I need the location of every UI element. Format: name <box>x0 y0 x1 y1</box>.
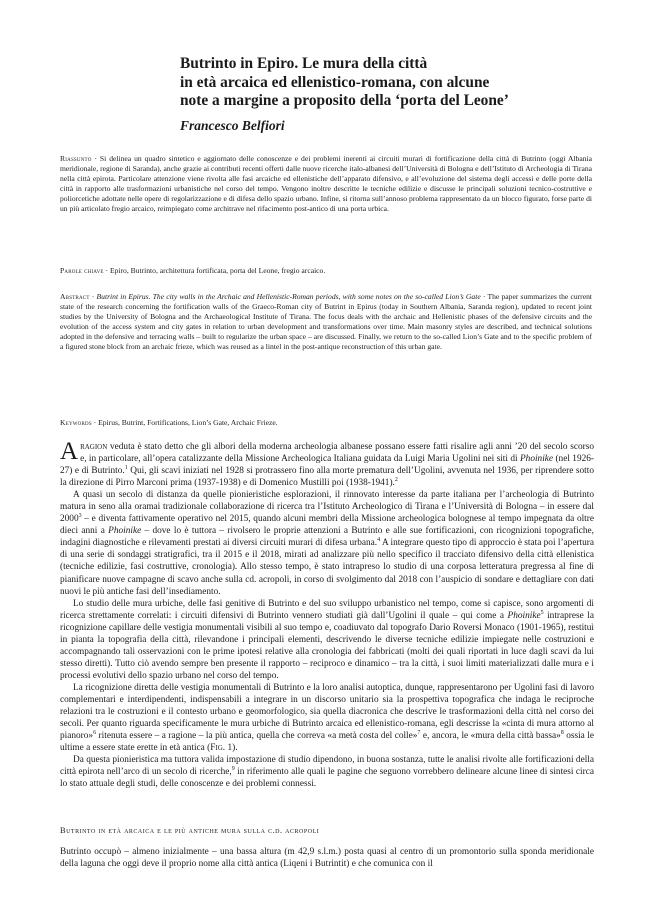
author-name: Francesco Belfiori <box>180 118 285 133</box>
footnote-ref[interactable]: 7 <box>417 730 421 737</box>
body-paragraph-2: A quasi un secolo di distanza da quelle pionieristiche esplorazioni, il rinnovato interesse da parte italiana per l’archeologia di Butrinto matura in seno alla oramai tradizionale collaborazione di ricerca tra l’Istituto Archeologico di Tirana e l’Università di Bologna – in essere dal 2000$^3$ – e diventa fattivamente operativo nel 2015, quando alcuni membri della Missione archeologica bolognese al tempo impegnata da oltre dieci anni a Phoinike – dove lo è tuttora – rivolsero le proprie attenzioni a Butrinto e alle sue fortificazioni, con ricognizioni topografiche, indagini diagnostiche e rilevamenti prestati ai diversi circuiti murari di difesa urbana.$^4$ A integrare questo tipo di approccio è stata poi l’apertura di una serie di sondaggi stratigrafici, tra il 2015 e il 2018, mirati ad analizzare più nello specifico il tracciato difensivo della città ellenistica (tecniche edilizie, fasi costruttive, cronologia). Allo stesso tempo, è stato intrapreso lo studio di una corposa letteratura pregressa al fine di pianificare nuove campagne di scavo anche sulla cd. acropoli, in corso di svolgimento dal 2018 con l’auspicio di sondare e dettagliare con dati nuovi le più antiche fasi dell’insediamento. <box>60 490 594 597</box>
figure-reference[interactable]: Fig. 1 <box>210 743 233 754</box>
title-line-1: Butrinto in Epiro. Le mura della città <box>180 55 428 72</box>
footnote-ref[interactable]: 2 <box>394 477 398 484</box>
abstract-label: Abstract <box>60 292 90 301</box>
article-body <box>60 438 595 790</box>
footnote-ref[interactable]: 1 <box>124 465 128 471</box>
parole-chiave-label: Parole chiave <box>60 266 104 275</box>
keywords-text: · Epirus, Butrint, Fortifications, Lion’s Gate, Archaic Frieze. <box>91 418 278 427</box>
keywords-block <box>60 418 592 428</box>
footnote-ref[interactable]: 4 <box>377 537 381 544</box>
riassunto-text: · Si delinea un quadro sintetico e aggiornato delle conoscenze e dei problemi inerenti ai circuiti murari di fortificazione della città di Butrinto (oggi Albania meridionale, regione di Saranda), anche grazie ai contributi recenti offerti dalle nuove ricerche italo-albanesi dell’Università di Bologna e dell’Istituto di Archeologia di Tirana nella città epirota. Particolare attenzione viene rivolta alle fasi arcaiche ed ellenistiche dell’apparato difensivo, e all’evoluzione del sistema degli accessi e delle porte della città in rapporto alle trasformazioni urbanistiche nel corso del tempo. Vengono inoltre descritte le tecniche edilizie e discusse le principali soluzioni tecnico-costruttive e poliorcetiche adottate nelle opere di regolarizzazione e di difesa dello spazio urbano. Infine, si ritorna sull’annoso problema rappresentato da un blocco figurato, forse parte di un più articolato fregio arcaico, reimpiegato come architrave nel rifacimento post-antico di una porta urbica. <box>60 154 592 214</box>
body-paragraph-1: A ragion veduta è stato detto che gli albori della moderna archeologia albanese possano essere fatti risalire agli anni ’20 del secolo scorso e, in particolare, all’opera catalizzante della Missione Archeologica Italiana guidata da Luigi Maria Ugolini nei siti di Phoinike (nel 1926-27) e di Butrinto.$^1$ Qui, gli scavi iniziati nel 1928 si protrassero fino alla morte prematura dell’Ugolini, avvenuta nel 1936, per riprendere sotto la direzione di Pirro Marconi prima (1937-1938) e di Domenico Mustilli poi (1938-1941).$^2$ <box>60 438 594 489</box>
article-title <box>180 55 620 111</box>
body-paragraph-5: Da questa pionieristica ma tuttora valida impostazione di studio dipendono, in buona sostanza, tutte le analisi rivolte alle fortificazioni della città epirota nell’arco di un secolo di ricerche,$^9$ in riferimento alle quali le pagine che seguono vorrebbero delineare alcune linee di sintesi circa lo stato attuale degli studi, delle conoscenze e dei problemi connessi. <box>60 755 594 790</box>
riassunto-block <box>60 154 592 214</box>
section-body <box>60 846 594 870</box>
parole-chiave-text: · Epiro, Butrinto, architettura fortificata, porta del Leone, fregio arcaico. <box>103 266 326 275</box>
body-paragraph-3: Lo studio delle mura urbiche, delle fasi genitive di Butrinto e del suo sviluppo urbanistico nel tempo, come si capisce, sono argomenti di ricerca strettamente correlati: i circuiti difensivi di Butrinto vennero studiati già dall’Ugolini il quale – qui come a Phoinike$^5$ intraprese la ricognizione capillare delle vestigia monumentali visibili al suo tempo e, coadiuvato dal topografo Dario Roversi Monaco (1901-1965), restituì in pianta la topografia della città, rilevandone i principali elementi, descrivendo le diverse tecniche edilizie impiegate nelle costruzioni e accompagnando tali osservazioni con le prime ipotesi relative alla cronologia dei fabbricati (molti dei quali riportati in luce dagli scavi da lui stesso diretti). Tutto ciò avendo sempre ben presente il rapporto – reciproco e dinamico – tra la città, i suoi limiti materializzati dalle mura e i processi evolutivi dello spazio urbano nel corso del tempo. <box>60 598 594 681</box>
abstract-title: Butrint in Epirus. The city walls in the Archaic and Hellenistic-Roman periods, with some notes on the so-called Lion’s Gate <box>96 292 481 301</box>
section-heading: Butrinto in età arcaica e le più antiche mura sulla c.d. acropoli <box>60 826 320 835</box>
footnote-ref[interactable]: 9 <box>231 766 235 773</box>
body-paragraph-4: La ricognizione diretta delle vestigia monumentali di Butrinto e la loro analisi autoptica, dunque, rappresentarono per Ugolini fasi di lavoro complementari e interdipendenti, indispensabili a integrare in un discorso unitario sia la prospettiva topografica che indaga le reciproche relazioni tra le costruzioni e il contesto urbano e geomorfologico, sia quella diacronica che descrive le trasformazioni della città nel corso dei secoli. Per quanto riguarda specificamente le mura urbiche di Butrinto arcaica ed ellenistico-romana, egli descrisse la «cinta di mura attorno al pianoro»$^6$ ritenuta essere – a ragione – la più antica, quella che correva «a metà costa del colle»$^7$ e, ancora, le «mura della città bassa»$^8$ ossia le ultime a essere state erette in età antica (Fig. 1). <box>60 682 595 754</box>
abstract-text: · The paper summarizes the current state of the research concerning the fortification walls of the Graeco-Roman city of Butrint in Epirus (today in Southern Albania, Saranda region), updated to recent joint studies by the University of Bologna and the Archaeological Institute of Tirana. The focus deals with the archaic and Hellenistic phases of the defensive circuits and the evolution of the access system and city gates in relation to urban development and transformations over time. Main masonry styles are described, and technical solutions adopted in the defensive and terracing walls – built to regularize the urban space – are discussed. Finally, we return to the so-called Lion’s Gate and to the specific problem of a figured stone block from an archaic frieze, which was reused as a lintel in the post-antique reconstruction of this urban gate. <box>60 292 592 352</box>
title-line-2: in età arcaica ed ellenistico-romana, con alcune <box>180 73 490 91</box>
footnote-ref[interactable]: 5 <box>540 609 544 616</box>
footnote-ref[interactable]: 8 <box>560 730 564 737</box>
parole-chiave-block <box>60 266 592 276</box>
riassunto-label: Riassunto <box>60 154 92 163</box>
keywords-label: Keywords <box>60 418 92 427</box>
footnote-ref[interactable]: 3 <box>78 513 82 520</box>
abstract-block: Abstract · Butrint in Epirus. The city walls in the Archaic and Hellenistic-Roman periods, with some notes on the so-called Lion’s Gate · The paper summarizes the current state of the research concerning the fortification walls of the Graeco-Roman city of Butrint in Epirus (today in Southern Albania, Saranda region), updated to recent joint studies by the University of Bologna and the Archaeological Institute of Tirana. The focus deals with the archaic and Hellenistic phases of the defensive circuits and the evolution of the access system and city gates in relation to urban development and transformations over time. Main masonry styles are described, and technical solutions adopted in the defensive and terracing walls – built to regularize the urban space – are discussed. Finally, we return to the so-called Lion’s Gate and to the specific problem of a figured stone block from an archaic frieze, which was reused as a lintel in the post-antique reconstruction of this urban gate. <box>60 292 592 352</box>
section-paragraph-1: Butrinto occupò – almeno inizialmente – una bassa altura (m 42,9 s.l.m.) posta quasi al centro di un promontorio sulla sponda meridionale della laguna che oggi deve il proprio nome alla città antica (Liqeni i Butrintit) e che comunica con il <box>60 847 594 870</box>
footnote-ref[interactable]: 6 <box>93 730 97 737</box>
title-line-3: note a margine a proposito della ‘porta del Leone’ <box>180 92 509 109</box>
drop-cap: A <box>60 438 79 465</box>
